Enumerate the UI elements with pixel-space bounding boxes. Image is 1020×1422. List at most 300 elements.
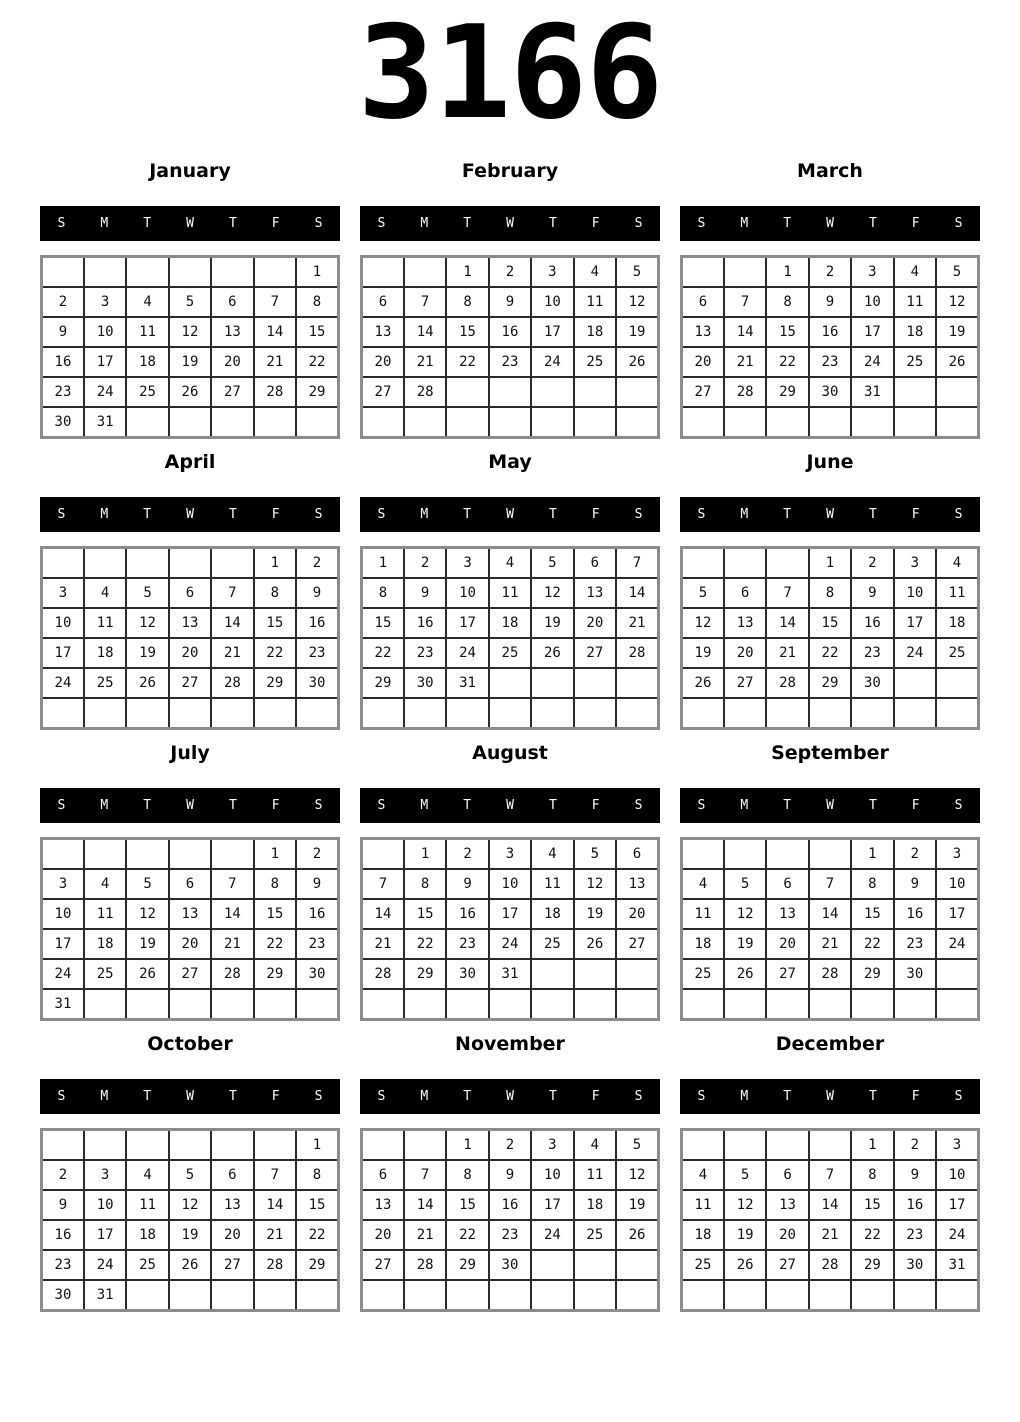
day-cell: 7 [724, 287, 766, 317]
weekday-header-bar [680, 1079, 980, 1114]
weekday-label: S [954, 798, 963, 813]
day-cell [809, 407, 851, 438]
day-cell: 7 [404, 287, 446, 317]
week-row [42, 1280, 339, 1311]
day-cell: 30 [296, 959, 338, 989]
day-cell [446, 377, 488, 407]
day-cell [574, 668, 616, 698]
week-row [42, 317, 339, 347]
day-cell: 1 [851, 1130, 893, 1161]
day-cell [169, 989, 211, 1020]
day-cell: 16 [446, 899, 488, 929]
day-cell [809, 989, 851, 1020]
weekday-header-bar [40, 497, 340, 532]
day-cell: 21 [724, 347, 766, 377]
day-cell: 23 [42, 377, 84, 407]
day-cell: 17 [936, 899, 978, 929]
week-row [42, 1130, 339, 1161]
day-cell [531, 1250, 573, 1280]
month-block [40, 160, 340, 439]
weekday-label: T [228, 216, 237, 231]
week-row [362, 1250, 659, 1280]
day-cell: 20 [169, 638, 211, 668]
weekday-label: S [314, 216, 323, 231]
day-cell: 16 [894, 1190, 936, 1220]
week-row [42, 899, 339, 929]
day-cell: 11 [84, 608, 126, 638]
day-cell: 27 [362, 377, 404, 407]
week-row [362, 1280, 659, 1311]
day-cell: 3 [42, 869, 84, 899]
day-cell: 23 [42, 1250, 84, 1280]
day-cell: 4 [84, 578, 126, 608]
day-cell: 17 [84, 347, 126, 377]
day-cell: 22 [404, 929, 446, 959]
day-cell: 12 [169, 317, 211, 347]
day-cell: 20 [362, 347, 404, 377]
weekday-label: T [228, 798, 237, 813]
day-cell: 2 [446, 839, 488, 870]
day-cell: 17 [894, 608, 936, 638]
weekday-label: M [100, 1089, 109, 1104]
day-cell [682, 1130, 724, 1161]
weekday-label: M [740, 1089, 749, 1104]
day-cell [84, 548, 126, 579]
day-cell: 23 [489, 1220, 531, 1250]
weekday-label: F [911, 1089, 920, 1104]
week-row [362, 407, 659, 438]
day-cell: 30 [489, 1250, 531, 1280]
week-row [682, 347, 979, 377]
day-cell: 23 [851, 638, 893, 668]
week-row [362, 1160, 659, 1190]
day-cell [936, 698, 978, 729]
day-cell: 11 [126, 1190, 168, 1220]
weekday-label: S [634, 798, 643, 813]
day-cell [489, 668, 531, 698]
day-cell: 12 [724, 899, 766, 929]
day-cell: 19 [169, 1220, 211, 1250]
weekday-label: T [783, 798, 792, 813]
day-cell [362, 407, 404, 438]
day-cell: 22 [446, 347, 488, 377]
day-cell: 21 [211, 929, 253, 959]
day-cell: 24 [936, 929, 978, 959]
day-cell: 2 [851, 548, 893, 579]
day-cell: 24 [851, 347, 893, 377]
day-cell: 8 [296, 1160, 338, 1190]
month-block [360, 451, 660, 730]
day-cell: 27 [574, 638, 616, 668]
day-cell [531, 698, 573, 729]
day-cell: 22 [296, 1220, 338, 1250]
day-cell: 1 [446, 257, 488, 288]
day-cell: 28 [766, 668, 808, 698]
day-cell [936, 959, 978, 989]
day-cell: 9 [296, 869, 338, 899]
day-cell [489, 989, 531, 1020]
day-cell: 6 [169, 869, 211, 899]
day-cell: 5 [169, 1160, 211, 1190]
day-cell [574, 407, 616, 438]
month-title: September [771, 742, 889, 764]
day-cell: 27 [362, 1250, 404, 1280]
day-cell [809, 839, 851, 870]
weekday-label: S [634, 1089, 643, 1104]
day-cell: 18 [84, 638, 126, 668]
day-cell [42, 257, 84, 288]
day-cell [936, 989, 978, 1020]
month-title: February [461, 160, 559, 182]
day-cell: 13 [616, 869, 658, 899]
day-cell [169, 407, 211, 438]
week-row [682, 608, 979, 638]
day-cell: 19 [574, 899, 616, 929]
day-cell: 3 [42, 578, 84, 608]
weekday-label: S [634, 216, 643, 231]
weekday-label: S [697, 507, 706, 522]
day-cell: 14 [616, 578, 658, 608]
day-cell: 25 [531, 929, 573, 959]
day-cell: 28 [254, 1250, 296, 1280]
day-cell: 10 [84, 317, 126, 347]
weekday-label: F [911, 216, 920, 231]
day-cell: 21 [766, 638, 808, 668]
day-cell: 18 [574, 1190, 616, 1220]
weekday-label: M [420, 507, 429, 522]
day-cell: 7 [211, 578, 253, 608]
day-cell: 7 [211, 869, 253, 899]
day-cell: 7 [616, 548, 658, 579]
day-cell: 1 [296, 1130, 338, 1161]
week-row [362, 1130, 659, 1161]
weekday-label: M [100, 507, 109, 522]
day-cell: 14 [809, 1190, 851, 1220]
day-cell: 1 [766, 257, 808, 288]
day-cell: 27 [616, 929, 658, 959]
week-row [682, 839, 979, 870]
week-row [682, 377, 979, 407]
day-cell: 17 [489, 899, 531, 929]
day-cell: 4 [682, 869, 724, 899]
week-row [42, 257, 339, 288]
weekday-label: F [591, 798, 600, 813]
weekday-label: M [740, 798, 749, 813]
month-title: August [472, 742, 548, 764]
day-cell: 26 [169, 1250, 211, 1280]
weekday-label: W [506, 1089, 514, 1104]
day-cell: 22 [809, 638, 851, 668]
weekday-label: S [314, 798, 323, 813]
day-cell: 28 [404, 377, 446, 407]
weekday-label: S [57, 798, 66, 813]
day-cell [362, 698, 404, 729]
day-cell: 9 [42, 1190, 84, 1220]
day-cell: 19 [936, 317, 978, 347]
day-cell: 25 [574, 1220, 616, 1250]
weekday-label: T [548, 216, 557, 231]
day-cell [169, 839, 211, 870]
day-cell: 6 [211, 1160, 253, 1190]
day-cell: 6 [724, 578, 766, 608]
weekday-header-bar [360, 1079, 660, 1114]
day-cell: 27 [211, 1250, 253, 1280]
day-cell: 1 [254, 839, 296, 870]
day-cell: 25 [84, 959, 126, 989]
day-cell: 6 [362, 1160, 404, 1190]
day-cell: 1 [362, 548, 404, 579]
week-row [362, 608, 659, 638]
day-cell: 24 [936, 1220, 978, 1250]
day-cell: 26 [574, 929, 616, 959]
month-block [360, 160, 660, 439]
month-day-grid [40, 255, 340, 439]
week-row [362, 1220, 659, 1250]
day-cell: 6 [682, 287, 724, 317]
week-row [682, 1250, 979, 1280]
day-cell [766, 698, 808, 729]
day-cell: 23 [404, 638, 446, 668]
weekday-label: F [271, 216, 280, 231]
day-cell: 22 [296, 347, 338, 377]
day-cell [574, 698, 616, 729]
day-cell: 21 [362, 929, 404, 959]
day-cell: 13 [574, 578, 616, 608]
day-cell [211, 839, 253, 870]
day-cell: 12 [936, 287, 978, 317]
day-cell: 11 [682, 1190, 724, 1220]
day-cell [126, 1130, 168, 1161]
day-cell [254, 1280, 296, 1311]
day-cell: 14 [362, 899, 404, 929]
day-cell: 20 [766, 929, 808, 959]
day-cell: 4 [84, 869, 126, 899]
day-cell: 8 [362, 578, 404, 608]
week-row [362, 668, 659, 698]
day-cell [894, 377, 936, 407]
month-title: January [149, 160, 231, 182]
weekday-label: S [314, 1089, 323, 1104]
day-cell: 18 [84, 929, 126, 959]
day-cell: 27 [211, 377, 253, 407]
week-row [682, 959, 979, 989]
day-cell: 8 [851, 1160, 893, 1190]
day-cell: 31 [42, 989, 84, 1020]
day-cell: 28 [211, 959, 253, 989]
day-cell [531, 377, 573, 407]
week-row [362, 959, 659, 989]
weekday-label: S [57, 216, 66, 231]
week-row [682, 638, 979, 668]
weekday-label: M [420, 798, 429, 813]
day-cell: 14 [809, 899, 851, 929]
week-row [682, 668, 979, 698]
weekday-label: T [228, 1089, 237, 1104]
day-cell: 6 [362, 287, 404, 317]
week-row [682, 1160, 979, 1190]
day-cell: 30 [296, 668, 338, 698]
day-cell: 24 [42, 959, 84, 989]
day-cell [766, 989, 808, 1020]
day-cell [404, 257, 446, 288]
week-row [682, 407, 979, 438]
day-cell: 26 [936, 347, 978, 377]
week-row [42, 608, 339, 638]
day-cell: 21 [809, 1220, 851, 1250]
day-cell: 10 [531, 287, 573, 317]
day-cell: 14 [254, 1190, 296, 1220]
weekday-label: W [506, 507, 514, 522]
day-cell: 12 [574, 869, 616, 899]
day-cell: 10 [936, 1160, 978, 1190]
day-cell [254, 989, 296, 1020]
weekday-label: S [697, 798, 706, 813]
week-row [682, 548, 979, 579]
weekday-label: S [697, 216, 706, 231]
week-row [42, 638, 339, 668]
day-cell: 25 [574, 347, 616, 377]
day-cell [254, 698, 296, 729]
weekday-label: S [377, 798, 386, 813]
day-cell: 11 [489, 578, 531, 608]
month-day-grid-body [682, 1130, 979, 1311]
day-cell [254, 257, 296, 288]
month-day-grid-body [362, 839, 659, 1020]
day-cell: 18 [682, 929, 724, 959]
month-day-grid [360, 546, 660, 730]
month-block [360, 1033, 660, 1312]
day-cell: 18 [894, 317, 936, 347]
day-cell: 4 [574, 257, 616, 288]
day-cell: 8 [254, 869, 296, 899]
month-day-grid [680, 546, 980, 730]
day-cell: 25 [489, 638, 531, 668]
day-cell: 4 [126, 1160, 168, 1190]
day-cell: 2 [894, 1130, 936, 1161]
day-cell: 22 [446, 1220, 488, 1250]
day-cell: 20 [169, 929, 211, 959]
weekday-label: S [314, 507, 323, 522]
day-cell: 13 [766, 899, 808, 929]
weekday-label: T [548, 1089, 557, 1104]
day-cell: 20 [724, 638, 766, 668]
day-cell: 30 [42, 1280, 84, 1311]
day-cell: 15 [446, 317, 488, 347]
weekday-label: S [377, 216, 386, 231]
weekday-label: T [548, 507, 557, 522]
day-cell [851, 989, 893, 1020]
week-row [362, 698, 659, 729]
day-cell: 2 [809, 257, 851, 288]
month-block [680, 1033, 980, 1312]
day-cell: 8 [446, 287, 488, 317]
week-row [362, 377, 659, 407]
day-cell [682, 257, 724, 288]
day-cell [616, 377, 658, 407]
day-cell: 4 [531, 839, 573, 870]
day-cell [169, 698, 211, 729]
day-cell: 29 [362, 668, 404, 698]
day-cell [296, 989, 338, 1020]
day-cell: 18 [682, 1220, 724, 1250]
day-cell: 13 [724, 608, 766, 638]
week-row [362, 257, 659, 288]
week-row [682, 989, 979, 1020]
weekday-label: T [143, 1089, 152, 1104]
day-cell: 24 [42, 668, 84, 698]
day-cell: 25 [126, 1250, 168, 1280]
day-cell: 30 [894, 1250, 936, 1280]
day-cell: 12 [616, 1160, 658, 1190]
week-row [362, 578, 659, 608]
day-cell: 3 [936, 1130, 978, 1161]
day-cell [894, 989, 936, 1020]
weekday-label: F [591, 1089, 600, 1104]
weekday-label: S [954, 507, 963, 522]
weekday-label: W [186, 507, 194, 522]
day-cell: 5 [126, 869, 168, 899]
day-cell [42, 548, 84, 579]
day-cell: 8 [446, 1160, 488, 1190]
day-cell: 9 [809, 287, 851, 317]
day-cell: 11 [936, 578, 978, 608]
month-block [40, 451, 340, 730]
day-cell [84, 698, 126, 729]
day-cell: 16 [42, 347, 84, 377]
day-cell: 28 [809, 959, 851, 989]
day-cell: 11 [574, 1160, 616, 1190]
day-cell [766, 839, 808, 870]
weekday-label: W [826, 1089, 834, 1104]
day-cell: 14 [211, 899, 253, 929]
day-cell: 15 [254, 899, 296, 929]
week-row [682, 698, 979, 729]
weekday-header-bar [40, 1079, 340, 1114]
day-cell: 19 [126, 638, 168, 668]
weekday-label: S [57, 1089, 66, 1104]
day-cell [211, 698, 253, 729]
day-cell [126, 257, 168, 288]
day-cell [446, 989, 488, 1020]
day-cell: 23 [894, 929, 936, 959]
day-cell: 24 [531, 347, 573, 377]
weekday-label: M [100, 798, 109, 813]
day-cell: 12 [682, 608, 724, 638]
month-title: April [164, 451, 216, 473]
day-cell [169, 1280, 211, 1311]
day-cell: 23 [296, 638, 338, 668]
day-cell [84, 257, 126, 288]
day-cell [724, 1130, 766, 1161]
weekday-label: T [868, 798, 877, 813]
month-title: October [147, 1033, 233, 1055]
day-cell [851, 698, 893, 729]
weekday-label: T [143, 216, 152, 231]
day-cell: 31 [936, 1250, 978, 1280]
day-cell: 24 [489, 929, 531, 959]
day-cell: 21 [404, 347, 446, 377]
day-cell: 31 [851, 377, 893, 407]
day-cell [936, 1280, 978, 1311]
day-cell: 24 [84, 377, 126, 407]
day-cell: 28 [211, 668, 253, 698]
day-cell [362, 1280, 404, 1311]
day-cell: 19 [616, 1190, 658, 1220]
day-cell: 21 [254, 1220, 296, 1250]
day-cell [404, 1130, 446, 1161]
day-cell: 13 [211, 1190, 253, 1220]
day-cell: 30 [894, 959, 936, 989]
